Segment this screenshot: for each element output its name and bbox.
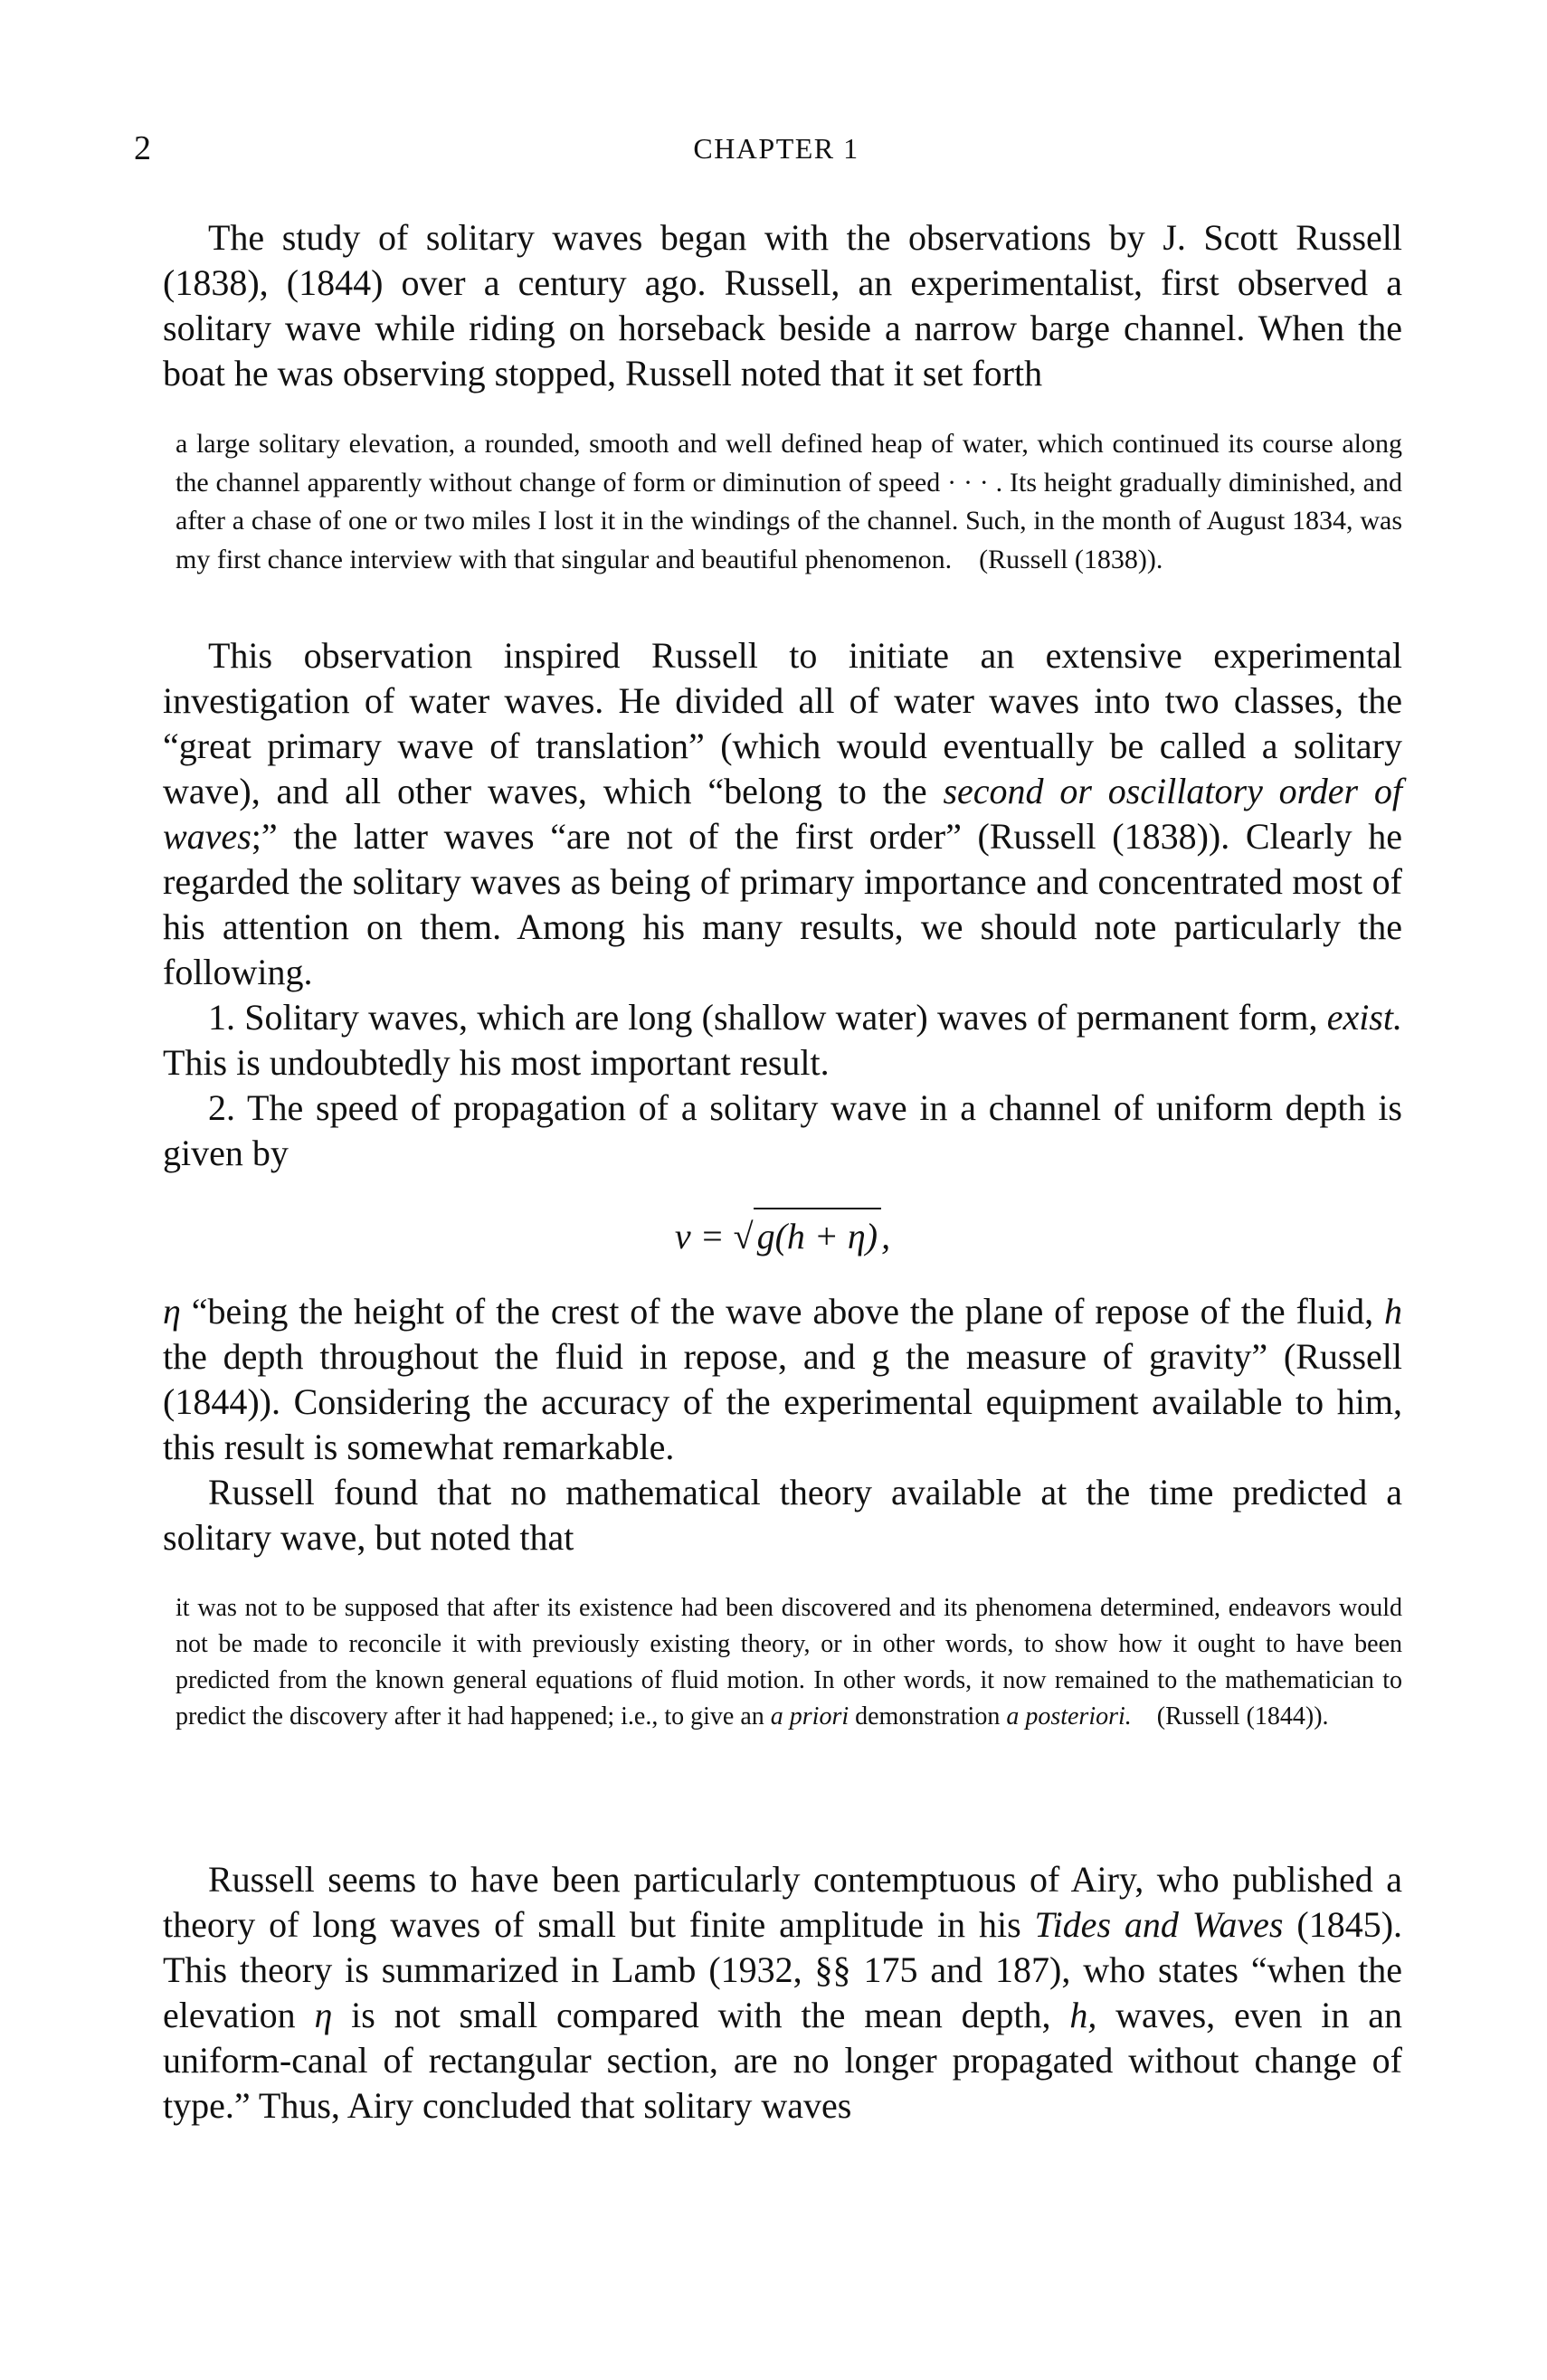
paragraph-4: Russell found that no mathematical theory available at the time predicted a solitary wave, but noted that bbox=[163, 1472, 1402, 1558]
paragraph-5-emphasis: Tides and Waves bbox=[1034, 1904, 1284, 1945]
block-quote-1 bbox=[168, 425, 1402, 579]
paragraph-3-text-a: “being the height of the crest of the wave above the plane of repose of the fluid, bbox=[180, 1291, 1384, 1332]
eta-symbol-2: η bbox=[314, 1995, 333, 2035]
paragraph-3-text-b: the depth throughout the fluid in repose, and g the measure of gravity” (Russell (1844)). Considering the accuracy of the experimental equipment available to him, this result is somewhat remarkable. bbox=[163, 1336, 1402, 1467]
page-number: 2 bbox=[134, 129, 151, 167]
paragraph-1-block bbox=[163, 215, 1402, 396]
h-symbol-2: h, bbox=[1069, 1995, 1097, 2035]
eta-symbol: η bbox=[163, 1291, 181, 1332]
paragraph-2-emphasis: second or oscillatory order of waves bbox=[163, 771, 1403, 857]
list-item-1 bbox=[163, 995, 1402, 1086]
page-header bbox=[134, 128, 1419, 174]
equation-tail: , bbox=[881, 1216, 891, 1256]
quote-1-block bbox=[168, 425, 1402, 579]
h-symbol: h bbox=[1384, 1291, 1402, 1332]
quote-2-citation: (Russell (1844)). bbox=[1156, 1702, 1329, 1730]
paragraph-2-text-b: ;” the latter waves “are not of the first order” (Russell (1838)). Clearly he regarded the solitary waves as being of primary importance and concentrated most of his attention on them. Among his many results, we should note particularly the following. bbox=[163, 816, 1402, 992]
block-quote-2 bbox=[168, 1590, 1402, 1735]
paragraph-3 bbox=[163, 1289, 1402, 1470]
paragraph-5-text-b: (1845). This theory is summarized in Lamb (1932, §§ 175 and 187), who states “when the elevation bbox=[163, 1904, 1403, 2035]
paragraph-1: The study of solitary waves began with the observations by J. Scott Russell (1838), (1844) over a century ago. Russell, an experimentalist, first observed a solitary wave while riding on horseback beside a narrow barge channel. When the boat he was observing stopped, Russell noted that it set forth bbox=[163, 217, 1402, 394]
list-item-1-text-b: This is undoubtedly his most important result. bbox=[163, 1042, 830, 1083]
quote-2-text-a: it was not to be supposed that after its existence had been discovered and its phenomena determined, endeavors would not be made to reconcile it with previously existing theory, or in other words, to show how it ought to have been predicted from the known general equations of fluid motion. In other words, it now remained to the mathematician to predict the discovery after it had happened; i.e., to give an bbox=[176, 1594, 1402, 1730]
equation-lhs: v = √ bbox=[674, 1216, 754, 1256]
quote-1-citation: (Russell (1838)). bbox=[979, 544, 1163, 574]
quote-2-emphasis-2: a posteriori. bbox=[1006, 1702, 1132, 1730]
quote-2-emphasis: a priori bbox=[770, 1702, 849, 1730]
speed-equation bbox=[163, 1208, 1402, 1264]
paragraph-3-block bbox=[163, 1289, 1402, 1560]
paragraph-2-text-a: This observation inspired Russell to initiate an extensive experimental investigation of water waves. He divided all of water waves into two classes, the “great primary wave of translation” (which would eventually be called a solitary wave), and all other waves, which “belong to the bbox=[163, 635, 1402, 811]
paragraph-5-text-a: Russell seems to have been particularly contemptuous of Airy, who published a theory of long waves of small but finite amplitude in his bbox=[163, 1859, 1402, 1945]
paragraph-5-text-d: waves, even in an uniform-canal of rectangular section, are no longer propagated without change of type.” Thus, Airy concluded that solitary waves bbox=[163, 1995, 1402, 2126]
equation-radicand: g(h + η) bbox=[754, 1208, 881, 1264]
list-item-1-text-a: 1. Solitary waves, which are long (shallow water) waves of permanent form, bbox=[208, 997, 1327, 1038]
list-item-2: 2. The speed of propagation of a solitary wave in a channel of uniform depth is given by bbox=[163, 1087, 1402, 1173]
paragraph-2-block bbox=[163, 633, 1402, 1176]
list-item-1-emphasis: exist. bbox=[1326, 997, 1402, 1038]
running-head: CHAPTER 1 bbox=[693, 132, 859, 165]
quote-2-block bbox=[168, 1590, 1402, 1735]
paragraph-2 bbox=[163, 633, 1402, 995]
paragraph-5-block bbox=[163, 1857, 1402, 2129]
quote-1-text: a large solitary elevation, a rounded, smooth and well defined heap of water, which continued its course along the channel apparently without change of form or diminution of speed · · · . Its height gradually diminished, and after a chase of one or two miles I lost it in the windings of the channel. Such, in the month of August 1834, was my first chance interview with that singular and beautiful phenomenon. bbox=[176, 429, 1402, 574]
equation-block bbox=[163, 1208, 1402, 1264]
quote-2-text-b: demonstration bbox=[849, 1702, 1007, 1730]
paragraph-5 bbox=[163, 1857, 1402, 2129]
paragraph-5-text-c: is not small compared with the mean depth, bbox=[332, 1995, 1070, 2035]
